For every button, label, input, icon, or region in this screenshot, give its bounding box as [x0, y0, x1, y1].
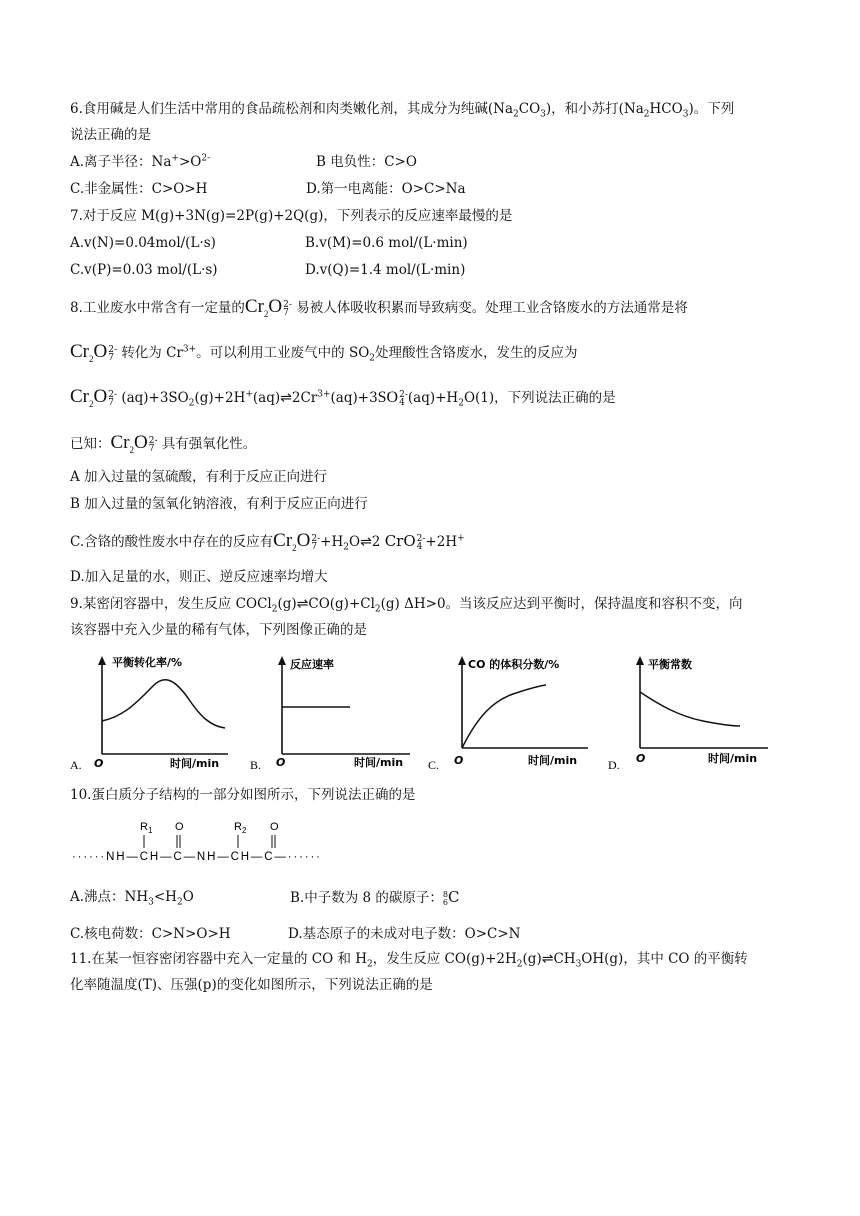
q10-peptide-structure [72, 818, 332, 868]
q11-stem-line1: 11.在某一恒容密闭容器中充入一定量的 CO 和 $H_2$，发生反应 $CO(g)+2H_2(g)\rightleftharpoons CH_3OH(g)$，其中 CO 的平衡转 [70, 951, 748, 970]
q9-stem-line1: 9.某密闭容器中，发生反应 $COCl_2(g)\rightleftharpoons CO(g)+Cl_2(g)$ ΔH>0。当该反应达到平衡时，保持温度和容积不变，向 [70, 596, 743, 615]
q9-graph-c [428, 656, 598, 776]
curve [462, 685, 546, 748]
r1-label: $R_1$ [140, 821, 153, 835]
q7-option-a: A.v(N)=0.04mol/(L·s) [70, 235, 216, 251]
y-axis-label: 反应速率 [290, 658, 334, 671]
peptide-chain: ······NH—CH—C—NH—CH—C—······ [72, 851, 320, 863]
q6-option-c: C.非金属性：C>O>H [70, 181, 208, 197]
q8-option-b: B 加入过量的氢氧化钠溶液，有利于反应正向进行 [70, 496, 368, 512]
y-axis-arrow-icon [278, 656, 286, 665]
origin-label: O [94, 757, 104, 770]
y-axis-label: 平衡转化率/% [112, 656, 183, 669]
oxygen-label: O [270, 821, 279, 833]
dichromate-formula: $Cr_2O$ [244, 296, 283, 319]
x-axis-label: 时间/min [528, 754, 578, 767]
q10-option-d: D.基态原子的未成对电子数：O>C>N [288, 926, 521, 942]
q9-graph-b [250, 656, 420, 776]
q7-option-b: B.v(M)=0.6 mol/(L·min) [305, 235, 468, 251]
y-axis-label: CO 的体积分数/% [468, 658, 560, 671]
origin-label: O [636, 752, 646, 765]
q8-option-d: D.加入足量的水，则正、逆反应速率均增大 [70, 569, 328, 585]
graph-letter: D. [608, 758, 620, 772]
q6-option-d: D.第一电离能：O>C>Na [306, 181, 466, 197]
q8-option-c: C.含铬的酸性废水中存在的反应有$Cr_2O$ 2- 7 $+H_2O\rightleftharpoons 2$ CrO 2- 4 +2H+ [70, 530, 465, 553]
oxygen-label: O [175, 821, 184, 833]
y-axis-arrow-icon [636, 656, 644, 665]
x-axis-label: 时间/min [354, 756, 404, 769]
q10-option-a: A.沸点：$NH_3<H_2O$ [70, 889, 194, 908]
q10-option-c: C.核电荷数：C>N>O>H [70, 926, 231, 942]
equilibrium-arrow-icon: ⇌ [360, 534, 372, 550]
y-axis-label: 平衡常数 [648, 658, 692, 671]
q10-option-b: B.中子数为 8 的碳原子： 8 6 C [290, 888, 460, 907]
q7-option-c: C.v(P)=0.03 mol/(L·s) [70, 262, 218, 278]
q11-stem-line2: 化率随温度(T)、压强(p)的变化如图所示，下列说法正确的是 [70, 977, 433, 993]
curve [640, 692, 740, 726]
y-axis-arrow-icon [458, 656, 466, 665]
equilibrium-arrow-icon: ⇌ [541, 951, 554, 967]
q8-line4-given: 已知：$Cr_2O$ 2- 7 具有强氧化性。 [70, 432, 257, 455]
q9-graph-a [70, 656, 240, 776]
q9-stem-line2: 该容器中充入少量的稀有气体，下列图像正确的是 [70, 622, 367, 638]
q8-line2: $Cr_2O$ 2- 7 转化为 $Cr^{3+}$。可以利用工业废气中的 $SO_2$处理酸性含铬废水，发生的反应为 [70, 341, 578, 364]
equilibrium-arrow-icon: ⇌ [296, 596, 309, 612]
origin-label: O [276, 756, 286, 769]
q6-stem-line1: 6.食用碱是人们生活中常用的食品疏松剂和肉类嫩化剂，其成分为纯碱$(Na_2CO_3)$，和小苏打$(Na_2HCO_3)$。下列 [70, 101, 735, 120]
q7-stem: 7.对于反应 M(g)+3N(g)=2P(g)+2Q(g)，下列表示的反应速率最慢的是 [70, 208, 513, 224]
x-axis-label: 时间/min [708, 752, 758, 765]
curve [102, 680, 225, 728]
q6-option-b: B 电负性：C>O [316, 154, 417, 170]
graph-letter: C. [428, 758, 440, 772]
x-axis-label: 时间/min [170, 757, 220, 770]
q6-stem-line2: 说法正确的是 [70, 127, 151, 143]
r2-label: $R_2$ [234, 821, 247, 835]
equilibrium-arrow-icon: ⇌ [280, 390, 292, 406]
origin-label: O [454, 754, 464, 767]
q8-option-a: A 加入过量的氢硫酸，有利于反应正向进行 [70, 469, 328, 485]
q10-stem: 10.蛋白质分子结构的一部分如图所示，下列说法正确的是 [70, 787, 416, 803]
q8-line3-equation: $Cr_2O$ 2- 7 $(aq)+3SO_2(g)+2H^+(aq)\rightleftharpoons 2Cr^{3+}(aq)+3SO$ 2- 4 $(aq)+H_2O(1)$，下列说法正确的是 [70, 386, 616, 409]
graph-letter: A. [70, 758, 82, 772]
q8-line1: 8.工业废水中常含有一定量的$Cr_2O$ 2- 7 易被人体吸收积累而导致病变。处理工业含铬废水的方法通常是将 [70, 296, 688, 319]
q9-graph-d [608, 656, 778, 776]
graph-letter: B. [250, 758, 262, 772]
y-axis-arrow-icon [98, 656, 106, 665]
dichromate-formula: $Cr_2O$ [70, 341, 108, 364]
q6-option-a: A.离子半径：$Na^+>O^{2-}$ [70, 153, 211, 170]
q7-option-d: D.v(Q)=1.4 mol/(L·min) [305, 262, 466, 278]
